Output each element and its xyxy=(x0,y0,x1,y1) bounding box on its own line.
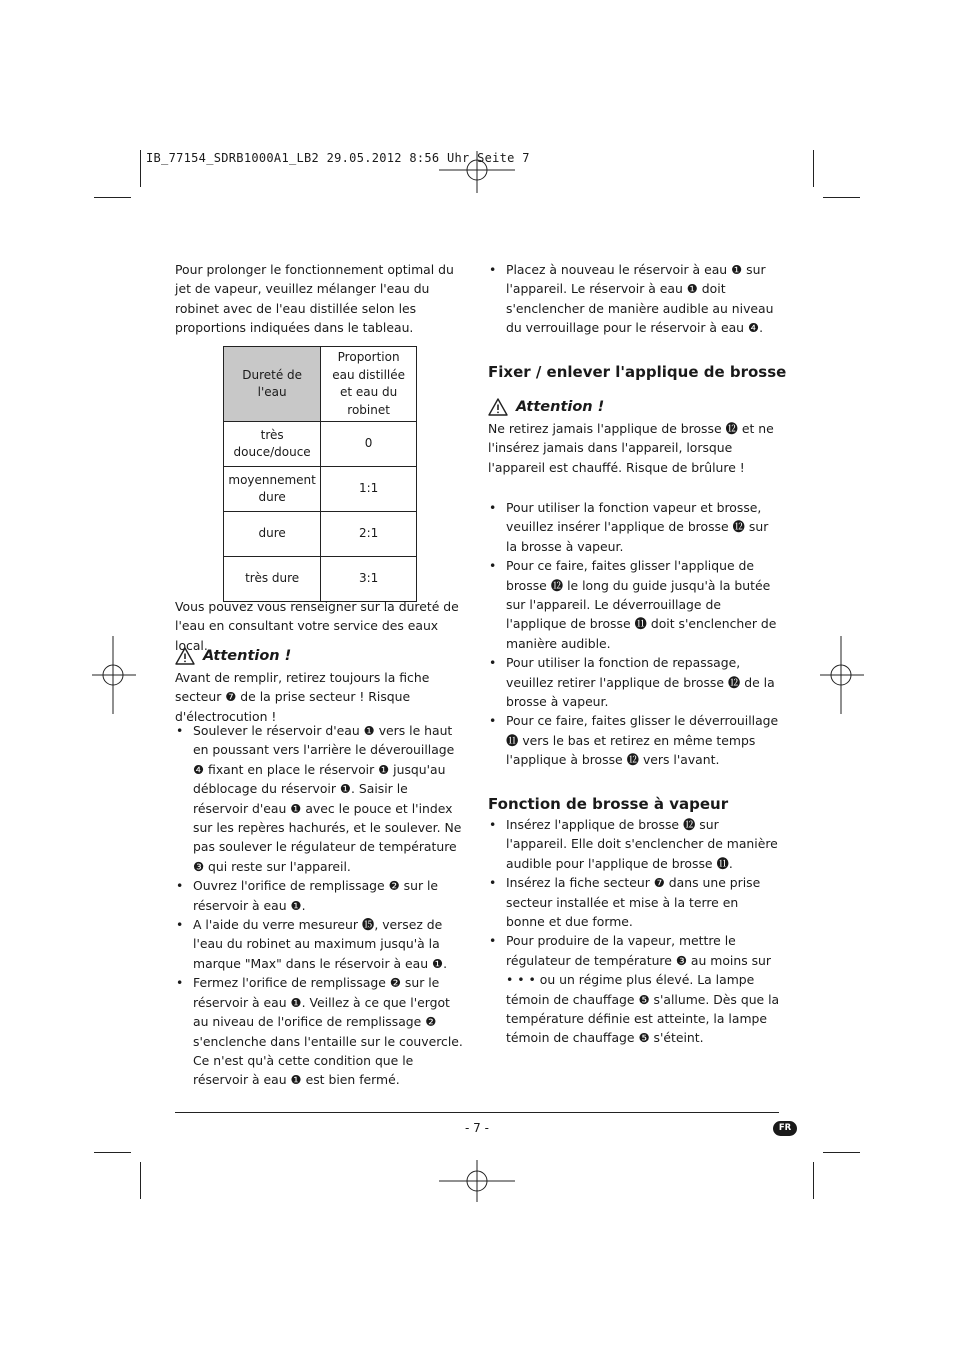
print-header-code: IB_77154_SDRB1000A1_LB2 29.05.2012 8:56 Uhr Seite 7 xyxy=(146,151,530,165)
list-item: • Insérez la fiche secteur ❼ dans une prise secteur installée et mise à la terre en bonne et due forme. xyxy=(488,873,780,931)
table-row xyxy=(224,467,417,512)
table-header-row xyxy=(224,347,417,422)
list-item: • Fermez l'orifice de remplissage ❷ sur le réservoir à eau ❶. Veillez à ce que l'ergot au niveau de l'orifice de remplissage ❷ s'enclenche dans l'entaille sur le couvercle. Ce n'est qu'à cette condition que le réservoir à eau ❶ est bien fermé. xyxy=(175,973,465,1089)
attention-heading-right xyxy=(488,398,604,416)
attention-text-left: Avant de remplir, retirez toujours la fiche secteur ❼ de la prise secteur ! Risque d'électrocution ! xyxy=(175,670,430,724)
list-item: • A l'aide du verre mesureur ⓯, versez de l'eau du robinet au maximum jusqu'à la marque "Max" dans le réservoir à eau ❶. xyxy=(175,915,465,973)
attention-title: Attention ! xyxy=(516,399,605,415)
steam-brush-steps-list xyxy=(488,815,780,1048)
table-row xyxy=(224,557,417,602)
list-item: • Pour utiliser la fonction de repassage, veuillez retirer l'applique de brosse ⓬ de la brosse à vapeur. xyxy=(488,653,780,711)
table-header-ratio: Proportion eau distillée et eau du robinet xyxy=(321,347,417,422)
list-item: • Pour utiliser la fonction vapeur et brosse, veuillez insérer l'applique de brosse ⓬ sur la brosse à vapeur. xyxy=(488,498,780,556)
list-item: • Pour ce faire, faites glisser le déverrouillage ⓫ vers le bas et retirez en même temps l'applique à brosse ⓬ vers l'avant. xyxy=(488,711,780,769)
filling-steps-list xyxy=(175,721,465,1090)
registration-target-right xyxy=(820,636,864,714)
list-item: • Placez à nouveau le réservoir à eau ❶ sur l'appareil. Le réservoir à eau ❶ doit s'enclencher de manière audible au niveau du verrouillage pour le réservoir à eau ❹. xyxy=(488,260,778,338)
table-header-hardness: Dureté de l'eau xyxy=(224,347,321,422)
table-cell-hardness: dure xyxy=(224,512,321,557)
warning-triangle-icon xyxy=(488,398,508,416)
table-row xyxy=(224,512,417,557)
warning-triangle-icon xyxy=(175,647,195,665)
list-item: • Soulever le réservoir d'eau ❶ vers le haut en poussant vers l'arrière le déverouillage ❹ fixant en place le réservoir ❶ jusqu'au déblocage du réservoir ❶. Saisir le réservoir d'eau ❶ avec le pouce et l'index sur les repères hachurés, et le soulever. Ne pas soulever le régulateur de température ❸ qui reste sur l'appareil. xyxy=(175,721,465,876)
water-hardness-table xyxy=(223,346,417,602)
attention-heading-left xyxy=(175,647,291,665)
section-heading-brush-attachment: Fixer / enlever l'applique de brosse xyxy=(488,363,787,381)
table-cell-ratio: 3:1 xyxy=(321,557,417,602)
attention-title: Attention ! xyxy=(203,648,292,664)
section-heading-steam-brush: Fonction de brosse à vapeur xyxy=(488,795,729,813)
list-item: • Pour ce faire, faites glisser l'applique de brosse ⓬ le long du guide jusqu'à la butée sur l'appareil. Le déverrouillage de l'applique de brosse ⓫ doit s'enclencher de manière audible. xyxy=(488,556,780,653)
footer-divider xyxy=(175,1112,779,1113)
list-item: • Insérez l'applique de brosse ⓬ sur l'appareil. Elle doit s'enclencher de manière audible pour l'applique de brosse ⓫. xyxy=(488,815,780,873)
brush-attachment-steps-list xyxy=(488,498,780,770)
table-cell-hardness: très douce/douce xyxy=(224,422,321,467)
table-cell-ratio: 1:1 xyxy=(321,467,417,512)
list-item: • Ouvrez l'orifice de remplissage ❷ sur le réservoir à eau ❶. xyxy=(175,876,465,915)
page-number: - 7 - xyxy=(465,1121,489,1135)
table-cell-hardness: moyennement dure xyxy=(224,467,321,512)
registration-target-bottom xyxy=(437,1160,517,1202)
attention-text-right: Ne retirez jamais l'applique de brosse ⓬ et ne l'insérez jamais dans l'appareil, lorsque l'appareil est chauffé. Risque de brûlure ! xyxy=(488,421,774,475)
intro-paragraph: Pour prolonger le fonctionnement optimal du jet de vapeur, veuillez mélanger l'eau du robinet avec de l'eau distillée selon les proportions indiquées dans le tableau. xyxy=(175,262,454,336)
table-cell-hardness: très dure xyxy=(224,557,321,602)
list-item: • Pour produire de la vapeur, mettre le régulateur de température ❸ au moins sur • • • ou un régime plus élevé. La lampe témoin de chauffage ❺ s'allume. Dès que la température définie est atteinte, la lampe témoin de chauffage ❺ s'éteint. xyxy=(488,931,780,1047)
reinsert-tank-list xyxy=(488,260,778,338)
table-cell-ratio: 0 xyxy=(321,422,417,467)
table-cell-ratio: 2:1 xyxy=(321,512,417,557)
table-row xyxy=(224,422,417,467)
hardness-info-paragraph: Vous pouvez vous renseigner sur la dureté de l'eau en consultant votre service des eaux local. xyxy=(175,599,459,653)
registration-target-left xyxy=(92,636,136,714)
language-badge: FR xyxy=(773,1121,797,1136)
